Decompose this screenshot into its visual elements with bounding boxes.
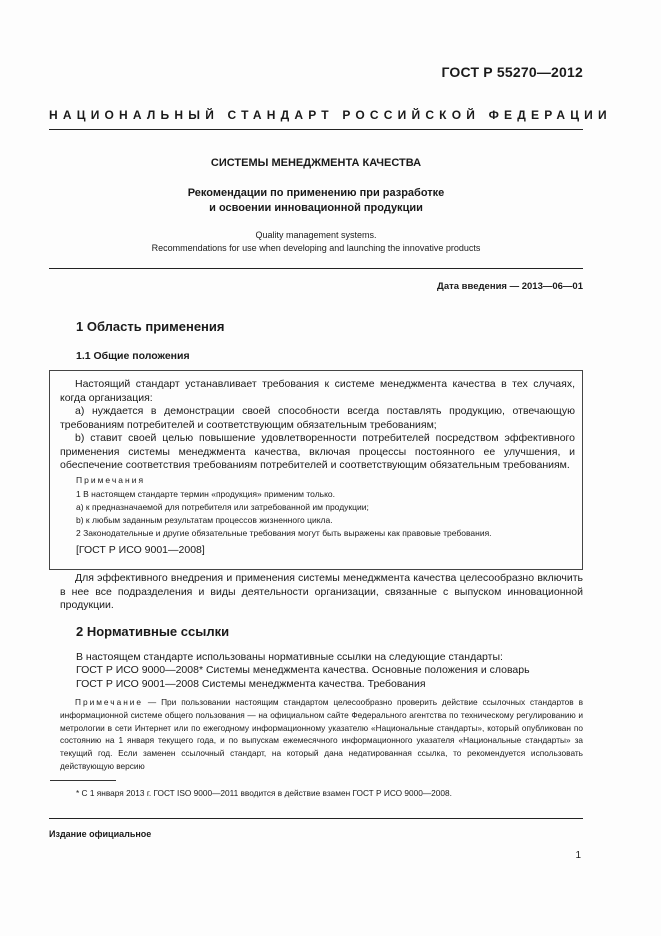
note-1: 1 В настоящем стандарте термин «продукция» применим только. — [76, 489, 335, 499]
english-title-line-1: Quality management systems. — [255, 230, 377, 240]
header-rule — [49, 129, 583, 130]
note-1-a: a) к предназначаемой для потребителя или затребованной им продукции; — [76, 502, 369, 512]
english-title — [49, 229, 583, 255]
official-edition-label: Издание официальное — [49, 829, 152, 839]
english-title-line-2: Recommendations for use when developing and launching the innovative products — [151, 243, 481, 253]
national-standard-banner: НАЦИОНАЛЬНЫЙ СТАНДАРТ РОССИЙСКОЙ ФЕДЕРАЦИИ — [49, 108, 612, 122]
section-2-note-text: — При пользовании настоящим стандартом целесообразно проверить действие ссылочных стандартов в информационной системе общего пользования — на официальном сайте Федерального агентства по техническому регулированию и метрологии в сети Интернет или по ежегодному информационному указателю «Национальные стандарты», который опубликован по состоянию на 1 января текущего года, и по выпускам ежемесячного информационного указателя «Национальные стандарты» за текущий год. Если заменен ссылочный стандарт, на который дана недатированная ссылка, то рекомендуется использовать действующую версию — [60, 697, 583, 771]
footnote-rule — [50, 780, 116, 781]
subtitle-line-2: и освоении инновационной продукции — [209, 202, 423, 214]
box-paragraph-a: a) нуждается в демонстрации своей способности всегда поставлять продукцию, отвечающую требованиям потребителей и соответствующим обязательным требованиям; — [60, 405, 575, 431]
document-title: СИСТЕМЫ МЕНЕДЖМЕНТА КАЧЕСТВА — [210, 157, 422, 169]
box-paragraph-b: b) ставит своей целью повышение удовлетворенности потребителей посредством эффективного применения системы менеджмента качества, включая процессы постоянного ее улучшения, и обеспечение соответствия требованиям потребителей и соответствующим обязательным требованиям. — [60, 432, 575, 471]
page-number: 1 — [575, 850, 581, 861]
section-2-line-1: В настоящем стандарте использованы нормативные ссылки на следующие стандарты: — [76, 651, 503, 663]
note-2: 2 Законодательные и другие обязательные требования могут быть выражены как правовые требования. — [76, 528, 492, 538]
note-1-b: b) к любым заданным результатам процессов жизненного цикла. — [76, 515, 333, 525]
introduction-date: Дата введения — 2013—06—01 — [437, 281, 583, 292]
footnote: * С 1 января 2013 г. ГОСТ ISO 9000—2011 вводится в действие взамен ГОСТ Р ИСО 9000—2008. — [76, 788, 452, 798]
section-2-ref-9000: ГОСТ Р ИСО 9000—2008* Системы менеджмента качества. Основные положения и словарь — [76, 664, 530, 676]
section-2-ref-9001: ГОСТ Р ИСО 9001—2008 Системы менеджмента качества. Требования — [76, 678, 426, 690]
section-2-heading: 2 Нормативные ссылки — [76, 624, 230, 639]
document-subtitle — [49, 186, 583, 216]
title-rule — [49, 268, 583, 269]
section-1-1-heading: 1.1 Общие положения — [76, 350, 190, 362]
box-paragraph-1: Настоящий стандарт устанавливает требования к системе менеджмента качества в тех случаях, когда организация: — [60, 378, 575, 404]
section-1-heading: 1 Область применения — [76, 319, 225, 334]
box-reference: [ГОСТ Р ИСО 9001—2008] — [76, 544, 205, 556]
section-2-note-label: Примечание — [75, 697, 144, 707]
notes-label: Примечания — [76, 475, 146, 485]
standard-number: ГОСТ Р 55270—2012 — [441, 64, 583, 80]
footer-rule — [49, 818, 583, 819]
section-1-after-box-paragraph: Для эффективного внедрения и применения системы менеджмента качества целесообразно включить в нее все подразделения и виды деятельности организации, связанные с выпуском инновационной продукции. — [60, 572, 583, 611]
subtitle-line-1: Рекомендации по применению при разработке — [187, 187, 445, 199]
section-2-note — [60, 696, 583, 773]
